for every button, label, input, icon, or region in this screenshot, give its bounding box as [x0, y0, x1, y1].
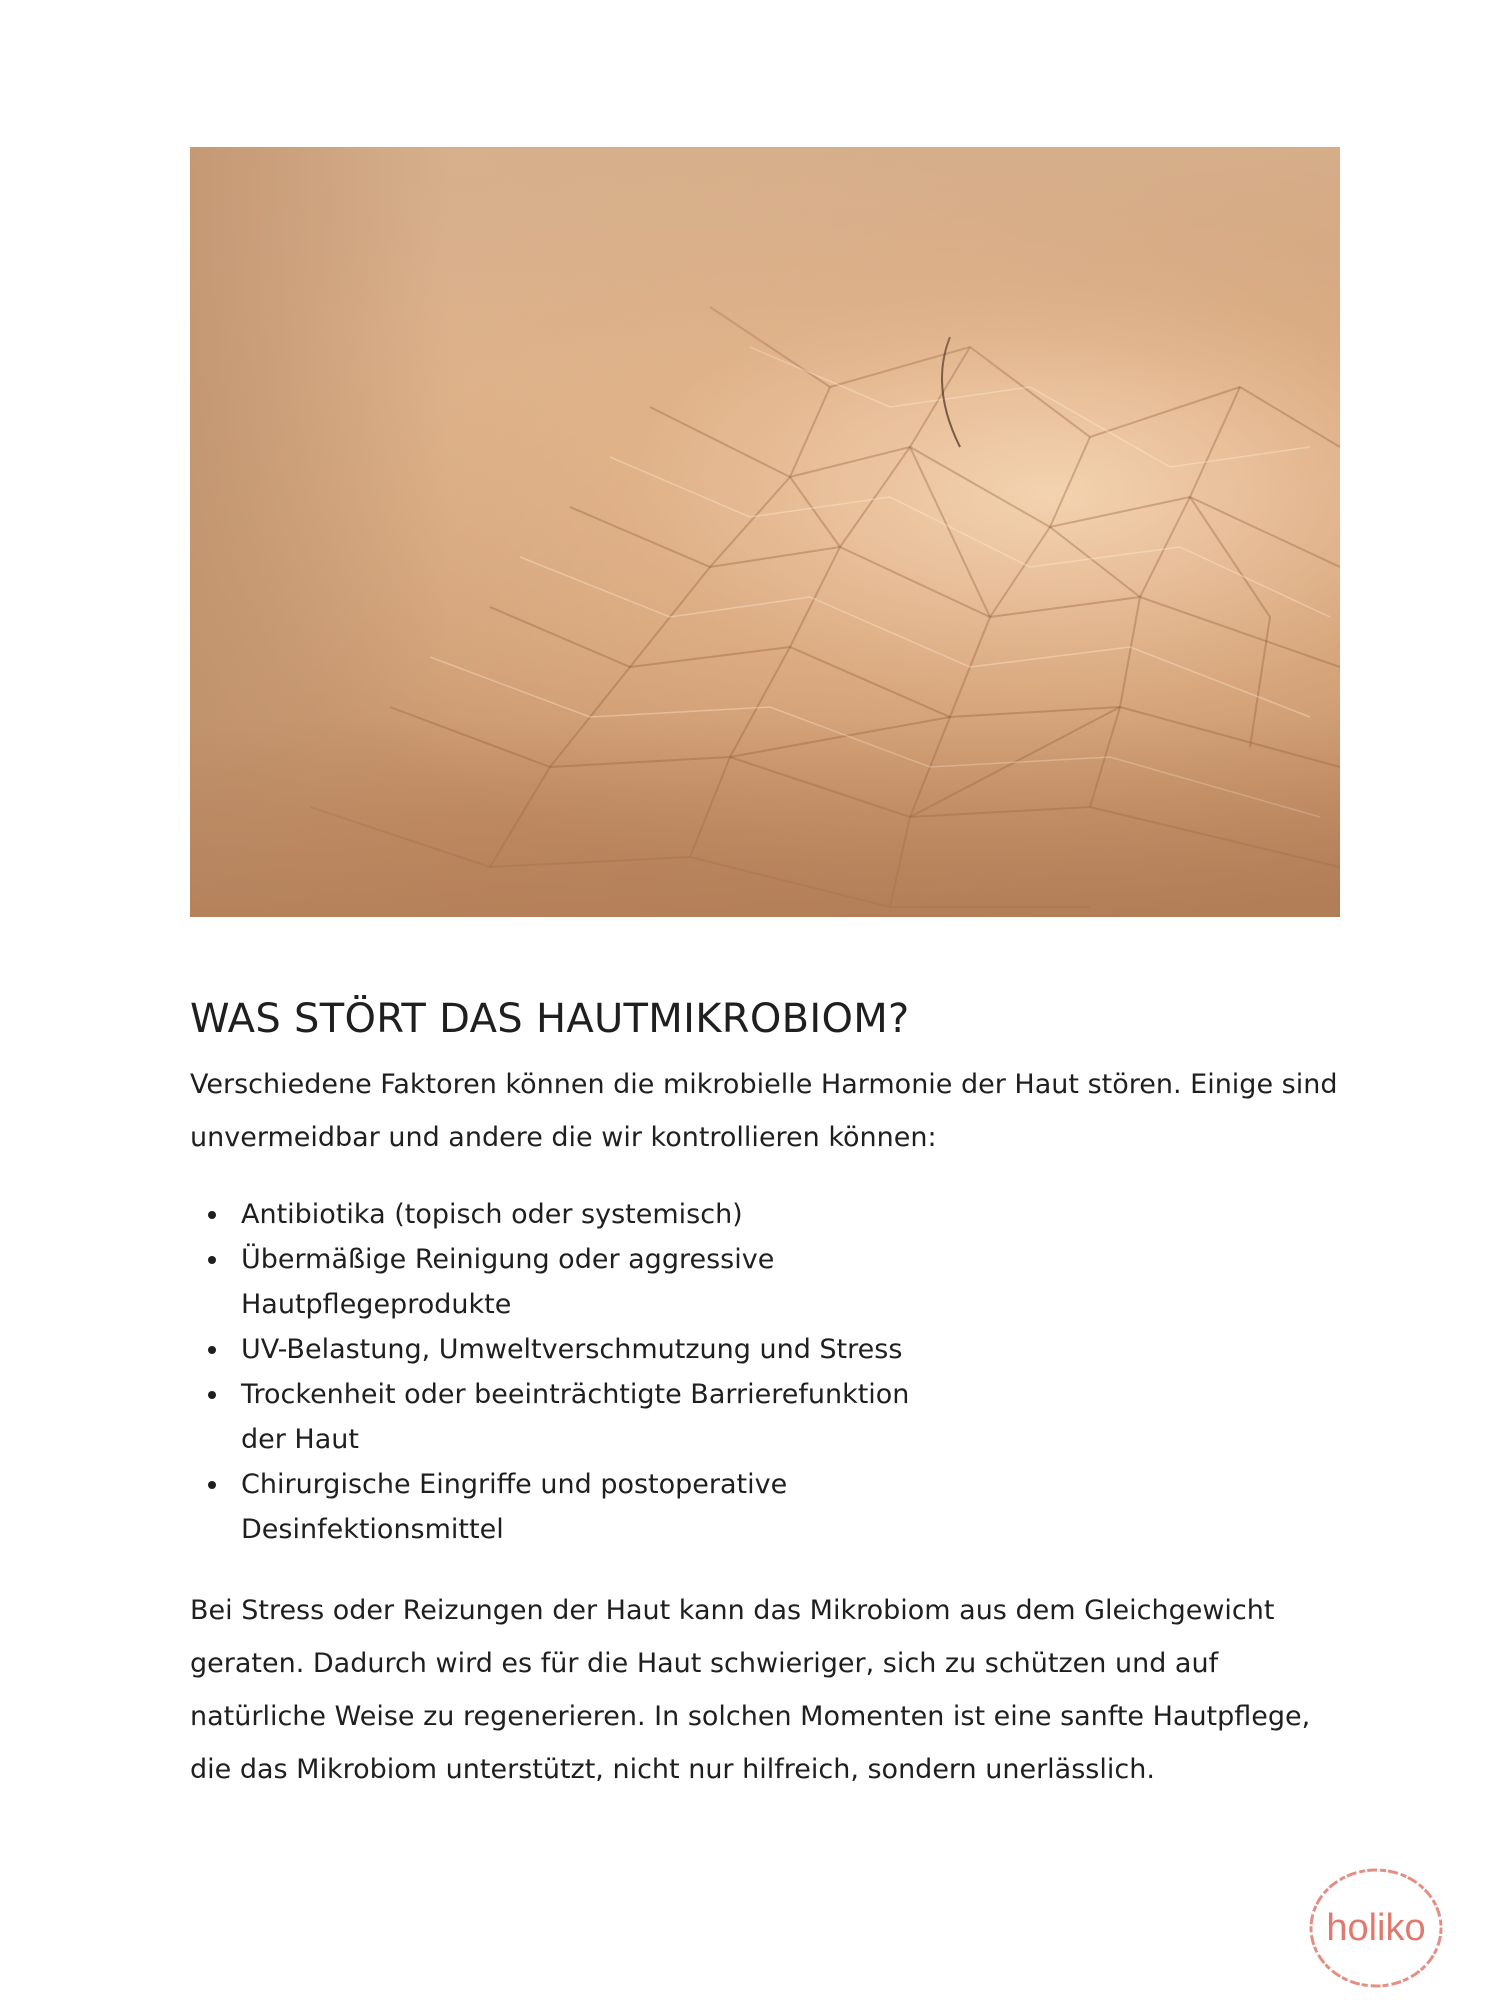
list-item-text: UV-Belastung, Umweltverschmutzung und Stress	[241, 1334, 903, 1365]
section-heading: WAS STÖRT DAS HAUTMIKROBIOM?	[190, 996, 910, 1042]
list-item-text: Übermäßige Reinigung oder aggressive Hautpflegeprodukte	[241, 1244, 775, 1320]
holiko-logo-icon	[1307, 1866, 1445, 1990]
hero-image	[190, 147, 1340, 917]
hero-blur-bottom	[190, 717, 1340, 917]
factor-list	[190, 1192, 950, 1552]
list-item	[190, 1237, 950, 1327]
logo-text: holiko	[1326, 1907, 1426, 1949]
list-item-text: Antibiotika (topisch oder systemisch)	[241, 1199, 743, 1230]
bullet-icon	[208, 1256, 216, 1264]
list-item-text: Chirurgische Eingriffe und postoperative Desinfektionsmittel	[241, 1469, 788, 1545]
list-item	[190, 1192, 950, 1237]
bullet-icon	[208, 1346, 216, 1354]
bullet-icon	[208, 1481, 216, 1489]
holiko-logo	[1307, 1866, 1445, 1990]
bullet-icon	[208, 1391, 216, 1399]
list-item	[190, 1327, 950, 1372]
bullet-icon	[208, 1211, 216, 1219]
intro-paragraph: Verschiedene Faktoren können die mikrobielle Harmonie der Haut stören. Einige sind unvermeidbar und andere die wir kontrollieren können:	[190, 1069, 1338, 1153]
list-item-text: Trockenheit oder beeinträchtigte Barrierefunktion der Haut	[241, 1379, 910, 1455]
list-item	[190, 1462, 950, 1552]
closing-paragraph: Bei Stress oder Reizungen der Haut kann das Mikrobiom aus dem Gleichgewicht geraten. Dadurch wird es für die Haut schwieriger, sich zu schützen und auf natürliche Weise zu regenerieren. In solchen Momenten ist eine sanfte Hautpflege, die das Mikrobiom unterstützt, nicht nur hilfreich, sondern unerlässlich.	[190, 1595, 1311, 1785]
list-item	[190, 1372, 950, 1462]
